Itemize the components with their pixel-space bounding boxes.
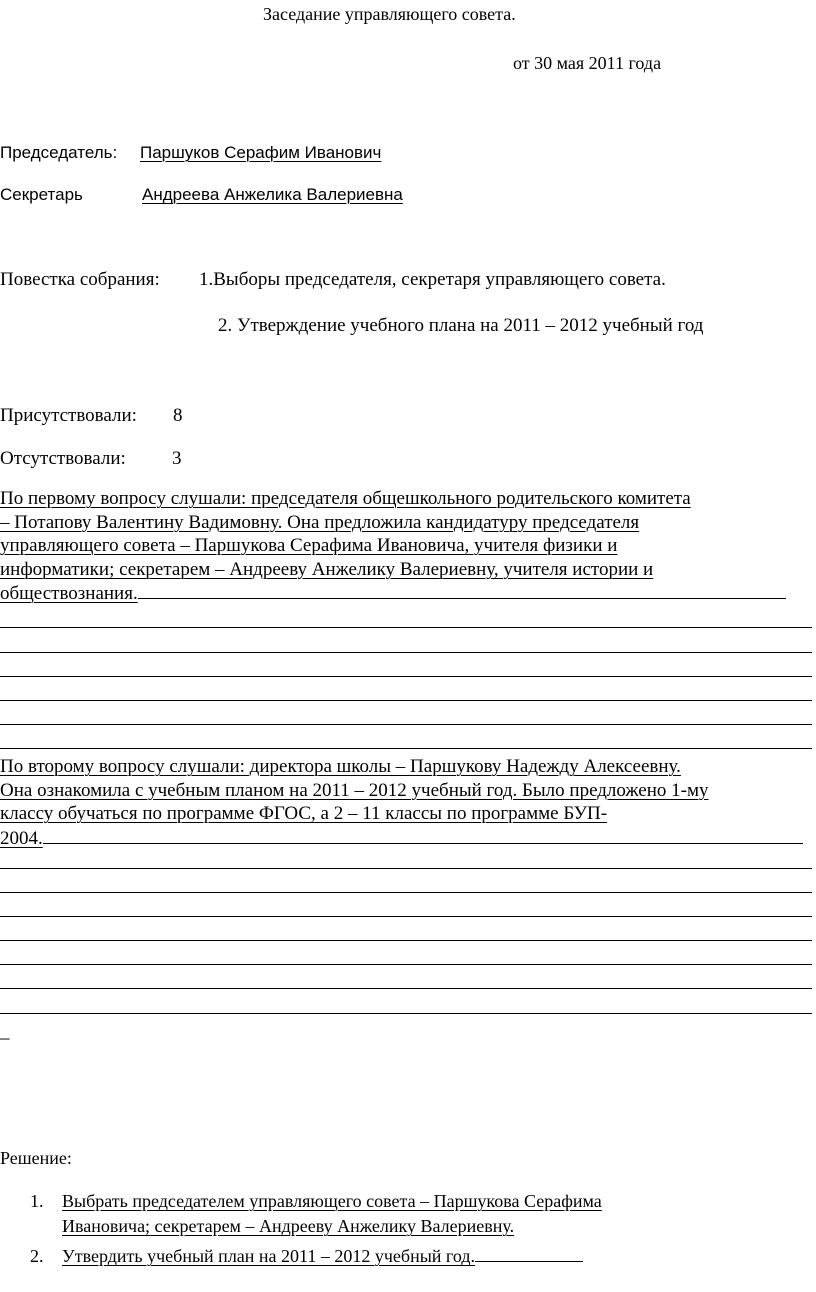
decision-item-text: Ивановича; секретарем – Андрееву Анжелику Валериевну. — [62, 1216, 515, 1236]
blank-ruled-line — [0, 868, 812, 869]
present-label: Присутствовали: — [0, 405, 137, 426]
chair-label: Председатель: — [0, 143, 118, 162]
chair-name: Паршуков Серафим Иванович — [140, 143, 382, 162]
present-count: 8 — [173, 405, 183, 426]
decision-item-number: 2. — [30, 1246, 44, 1266]
blank-ruled-line — [0, 940, 812, 941]
absent-count: 3 — [172, 448, 182, 469]
blank-ruled-line — [0, 700, 812, 701]
blank-ruled-line — [0, 652, 812, 653]
agenda-item-1: 1.Выборы председателя, секретаря управляющего совета. — [199, 269, 666, 290]
question-2-line: классу обучаться по программе ФГОС, а 2 – 11 классы по программе БУП- — [0, 803, 608, 824]
question-1-line: информатики; секретарем – Андрееву Анжелику Валериевну, учителя истории и — [0, 558, 654, 580]
fill-line — [138, 581, 786, 599]
agenda-label: Повестка собрания: — [0, 269, 160, 290]
decision-item-text: Утвердить учебный план на 2011 – 2012 учебный год. — [62, 1246, 476, 1266]
blank-ruled-line — [0, 892, 812, 893]
blank-ruled-line — [0, 964, 812, 965]
trailing-mark: _ — [0, 1021, 10, 1042]
secretary-label: Секретарь — [0, 185, 83, 204]
question-1-line: обществознания. — [0, 583, 138, 604]
decision-item-text: Выбрать председателем управляющего совета – Паршукова Серафима — [62, 1191, 602, 1211]
decision-item-number: 1. — [30, 1191, 44, 1211]
fill-line — [475, 1247, 583, 1262]
blank-ruled-line — [0, 988, 812, 989]
fill-line — [43, 826, 803, 844]
question-2-paragraph — [0, 755, 812, 850]
decision-label: Решение: — [0, 1148, 72, 1168]
document-title: Заседание управляющего совета. — [263, 4, 516, 24]
question-2-line: 2004. — [0, 827, 43, 849]
blank-ruled-line — [0, 627, 812, 628]
question-2-line: Она ознакомила с учебным планом на 2011 – 2012 учебный год. Было предложено 1-му — [0, 779, 709, 801]
secretary-name: Андреева Анжелика Валериевна — [142, 185, 403, 204]
absent-label: Отсутствовали: — [0, 448, 126, 469]
blank-ruled-line — [0, 724, 812, 725]
blank-ruled-line — [0, 676, 812, 677]
question-1-paragraph — [0, 487, 812, 606]
blank-ruled-line — [0, 748, 812, 749]
question-2-line: По второму вопросу слушали: директора школы – Паршукову Надежду Алексеевну. — [0, 756, 681, 777]
question-1-line: управляющего совета – Паршукова Серафима Ивановича, учителя физики и — [0, 535, 618, 556]
meeting-date: от 30 мая 2011 года — [513, 53, 662, 73]
agenda-item-2: 2. Утверждение учебного плана на 2011 – 2012 учебный год — [218, 315, 704, 336]
question-1-line: – Потапову Валентину Вадимовну. Она предложила кандидатуру председателя — [0, 511, 640, 533]
question-1-line: По первому вопросу слушали: председателя общешкольного родительского комитета — [0, 488, 691, 509]
blank-ruled-line — [0, 1013, 812, 1014]
blank-ruled-line — [0, 916, 812, 917]
